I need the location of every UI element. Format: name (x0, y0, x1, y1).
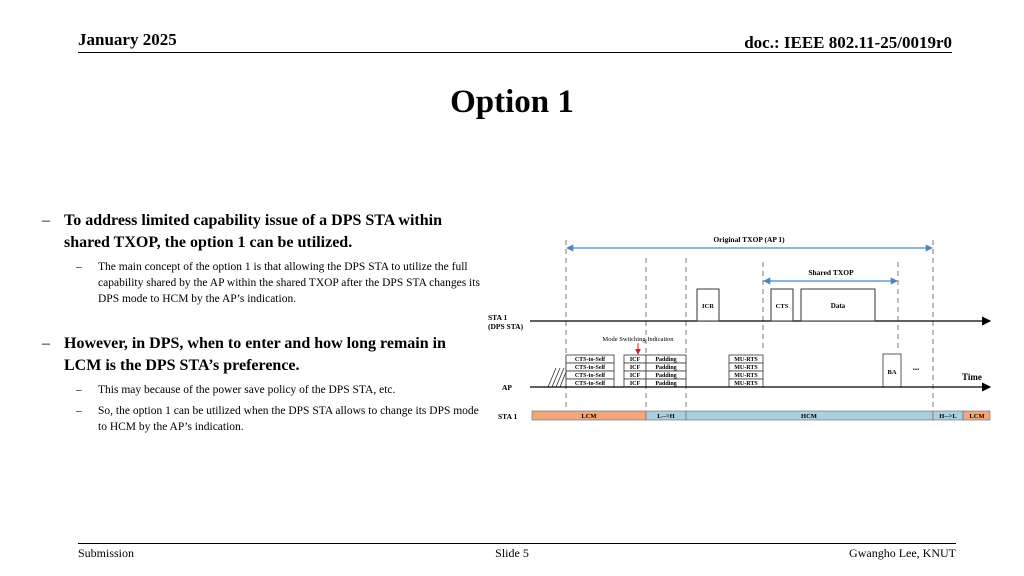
mu-rts-2: MU-RTS (734, 365, 758, 371)
mode-h-to-l: H-->L (939, 413, 957, 420)
cts-to-self-1: CTS-to-Self (574, 357, 606, 363)
shared-txop-label: Shared TXOP (808, 268, 854, 277)
cts-to-self-2: CTS-to-Self (574, 365, 606, 371)
bullet-2 (42, 333, 482, 377)
dashed-guides (566, 240, 933, 418)
mode-lcm-2: LCM (969, 413, 985, 420)
footer-slide-number: Slide 5 (495, 546, 529, 560)
mu-rts-1: MU-RTS (734, 357, 758, 363)
padding-4: Padding (655, 381, 677, 387)
sub-bullet-dash: – (76, 261, 82, 273)
data-label: Data (830, 302, 846, 310)
padding-3: Padding (655, 373, 677, 379)
footer-rule (78, 543, 956, 544)
bullet-2-sub-1-text: This may because of the power save policy of the DPS STA, etc. (98, 384, 396, 396)
sub-bullet-dash: – (76, 405, 82, 417)
mode-hcm: HCM (801, 413, 817, 420)
ba-label: BA (887, 369, 897, 376)
icf-3: ICF (629, 373, 641, 379)
footer-author: Gwangho Lee, KNUT (849, 546, 956, 560)
sta1-dps-label-line2: (DPS STA) (488, 322, 524, 331)
cts-label: CTS (775, 303, 789, 310)
bullet-2-text: However, in DPS, when to enter and how long remain in LCM is the DPS STA’s preference. (64, 335, 446, 374)
icf-1: ICF (629, 357, 641, 363)
bullet-1-sub-1 (42, 259, 482, 307)
mu-rts-4: MU-RTS (734, 381, 758, 387)
time-label: Time (962, 372, 982, 382)
bullet-list (42, 210, 482, 435)
header-rule (78, 52, 952, 53)
icf-2: ICF (629, 365, 641, 371)
bullet-1-text: To address limited capability issue of a DPS STA within shared TXOP, the option 1 can be utilized. (64, 212, 442, 251)
bullet-dash: – (42, 335, 50, 352)
padding-1: Padding (655, 357, 677, 363)
bullet-1-sub-1-text: The main concept of the option 1 is that allowing the DPS STA to utilize the full capability shared by the AP within the shared TXOP after the DPS STA changes its DPS mode to HCM by the AP’s indication. (98, 261, 480, 305)
bullet-dash: – (42, 212, 50, 229)
stack-slants (548, 368, 566, 387)
ap-label: AP (502, 383, 512, 392)
header-doc-id: doc.: IEEE 802.11-25/0019r0 (744, 33, 952, 52)
mu-rts-3: MU-RTS (734, 373, 758, 379)
txop-sharing-diagram (480, 228, 1000, 428)
footer-submission: Submission (78, 546, 135, 560)
icr-label: ICR (702, 303, 714, 310)
sta1-mode-label: STA 1 (498, 412, 518, 421)
padding-2: Padding (655, 365, 677, 371)
ellipsis-label: ... (912, 362, 920, 372)
bullet-1 (42, 210, 482, 254)
icf-4: ICF (629, 381, 641, 387)
bullet-2-sub-1 (42, 382, 482, 398)
mode-lcm-1: LCM (581, 413, 597, 420)
sta1-dps-label-line1: STA 1 (488, 313, 508, 322)
original-txop-label: Original TXOP (AP 1) (713, 235, 785, 244)
cts-to-self-3: CTS-to-Self (574, 373, 606, 379)
cts-to-self-4: CTS-to-Self (574, 381, 606, 387)
slide-title: Option 1 (450, 84, 574, 120)
mode-switching-label: Mode Switching Indication (602, 336, 674, 343)
sub-bullet-dash: – (76, 384, 82, 396)
mode-bar (532, 411, 990, 420)
bullet-2-sub-2-text: So, the option 1 can be utilized when the DPS STA allows to change its DPS mode to HCM by the AP’s indication. (98, 405, 479, 433)
header-date: January 2025 (78, 30, 177, 49)
mode-l-to-h: L-->H (657, 413, 675, 420)
bullet-2-sub-2 (42, 403, 482, 435)
